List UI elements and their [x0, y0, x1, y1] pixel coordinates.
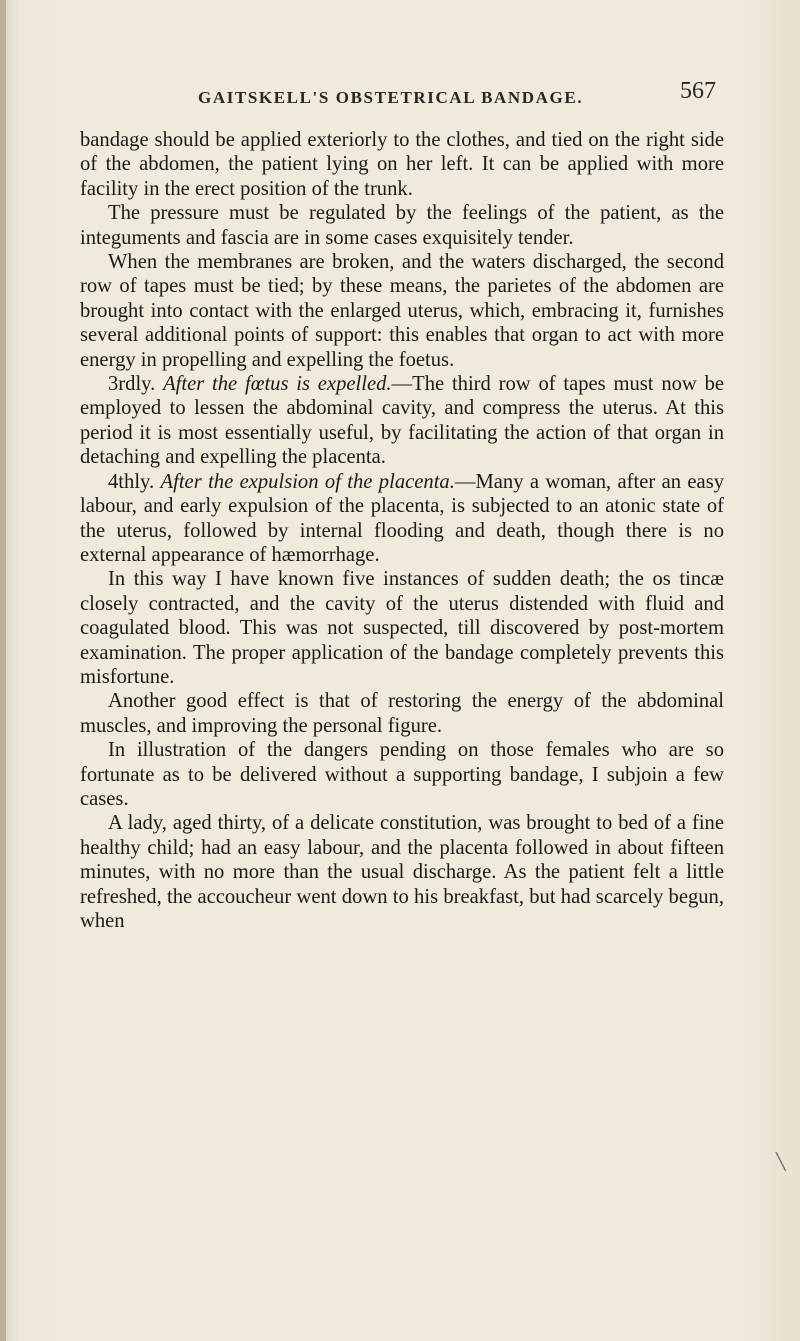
page-gutter	[0, 0, 6, 1341]
paragraph-4-prefix: 3rdly.	[108, 373, 156, 396]
paragraph-4-heading: After the fœtus is expelled.	[163, 373, 392, 396]
paragraph-6: In this way I have known five instances of sudden death; the os tincæ closely contracted, and the cavity of the uterus distended with fluid and coagulated blood. This was not suspected, till discovered by post-mortem examination. The proper application of the bandage completely prevents this misfortune.	[80, 568, 724, 688]
paragraph-8: In illustration of the dangers pending on those females who are so fortunate as to be delivered without a supporting bandage, I subjoin a few cases.	[80, 739, 724, 810]
paragraph-5-heading: After the expulsion of the placenta.	[160, 470, 455, 493]
running-title: GAITSKELL'S OBSTETRICAL BANDAGE.	[198, 88, 584, 107]
paragraph-5-text: —Many a woman, after an easy labour, and early expulsion of the placenta, is subjected to an atonic state of the uterus, followed by internal flooding and death, though there is no external appearance of hæmorrhage.	[80, 470, 725, 566]
pencil-check-mark-icon: ╲	[776, 1154, 786, 1171]
paragraph-9: A lady, aged thirty, of a delicate constitution, was brought to bed of a fine healthy child; had an easy labour, and the placenta followed in about fifteen minutes, with no more than the usual discharge. As the patient felt a little refreshed, the accoucheur went down to his breakfast, but had scarcely begun, when	[80, 812, 724, 932]
paragraph-3: When the membranes are broken, and the waters discharged, the second row of tapes must be tied; by these means, the parietes of the abdomen are brought into contact with the enlarged uterus, which, embracing it, furnishes several additional points of support: this enables that organ to act with more energy in propelling and expelling the foetus.	[80, 251, 724, 371]
paragraph-4	[80, 372, 724, 470]
paragraph-5-prefix: 4thly.	[108, 470, 155, 493]
paragraph-1: bandage should be applied exteriorly to the clothes, and tied on the right side of the abdomen, the patient lying on her left. It can be applied with more facility in the erect position of the trunk.	[80, 129, 724, 200]
paragraph-7: Another good effect is that of restoring the energy of the abdominal muscles, and improving the personal figure.	[80, 690, 724, 737]
page-number: 567	[680, 78, 716, 104]
body-text	[80, 128, 724, 933]
paragraph-2: The pressure must be regulated by the feelings of the patient, as the integuments and fascia are in some cases exquisitely tender.	[80, 202, 724, 249]
paragraph-5	[80, 470, 724, 568]
paragraph-4-text: —The third row of tapes must now be employed to lessen the abdominal cavity, and compress the uterus. At this period it is most essentially useful, by facilitating the action of that organ in detaching and expelling the placenta.	[80, 373, 725, 469]
running-head	[0, 78, 800, 112]
